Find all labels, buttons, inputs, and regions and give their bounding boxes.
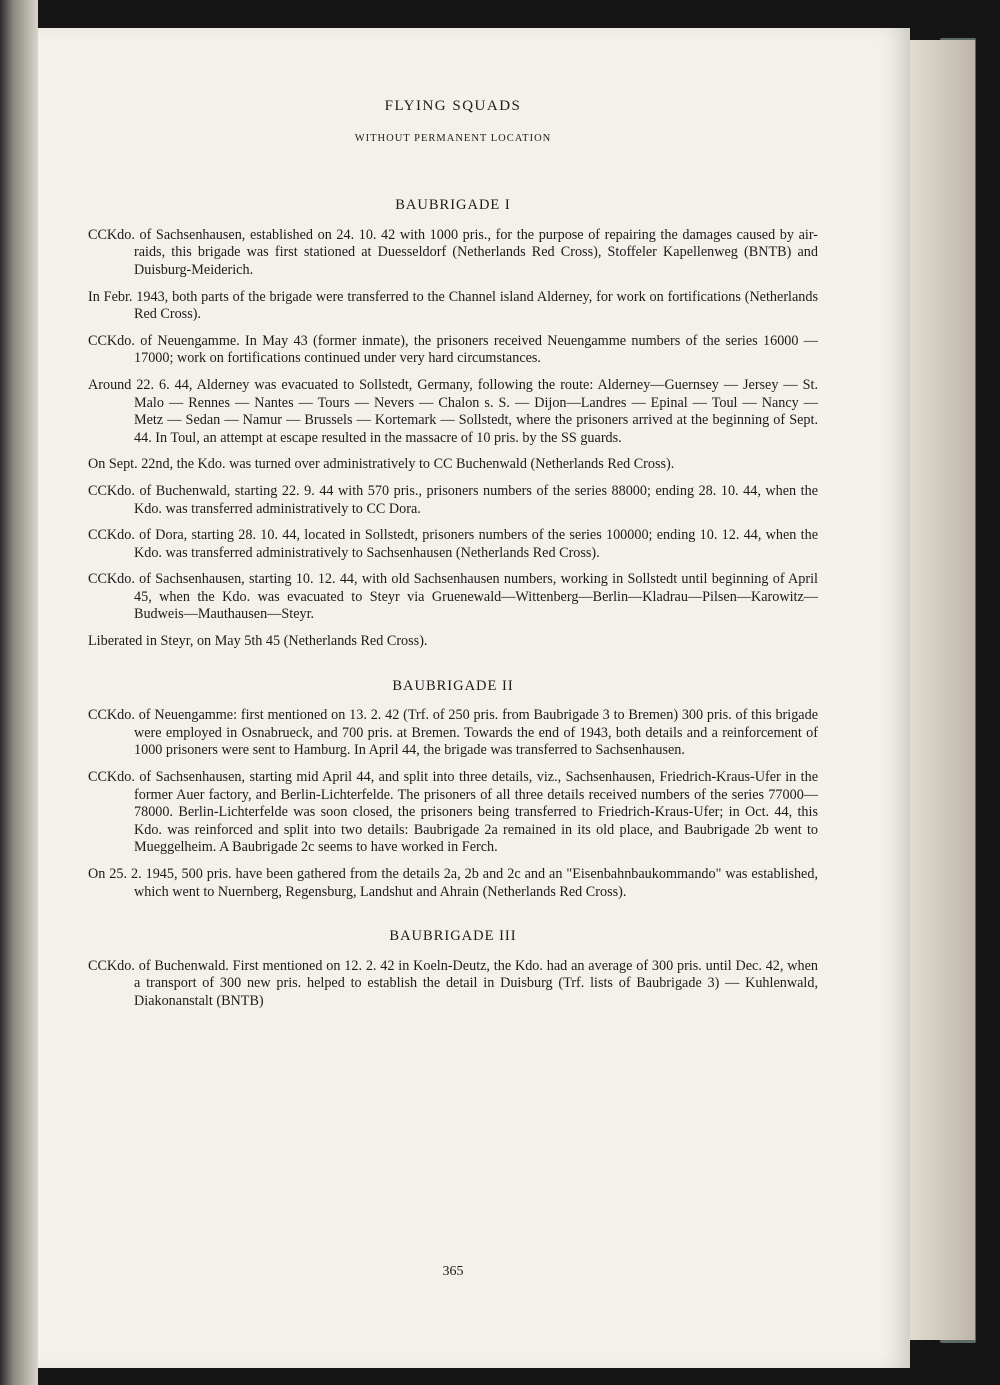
- paragraph: On 25. 2. 1945, 500 pris. have been gathered from the details 2a, 2b and 2c and an "Eisenbahnbaukommando" was established, which went to Nuernberg, Regensburg, Landshut and Ahrain (Netherlands Red Cross).: [88, 866, 818, 900]
- book-spine: [0, 0, 38, 1385]
- paragraph: CCKdo. of Sachsenhausen, established on 24. 10. 42 with 1000 pris., for the purpose of repairing the damages caused by air-raids, this brigade was first stationed at Duesseldorf (Netherlands Red Cross), Stoffeler Kapellenweg (BNTB) and Duisburg-Meiderich.: [88, 226, 818, 278]
- page-number: 365: [442, 1264, 464, 1279]
- page-title: FLYING SQUADS: [384, 98, 522, 114]
- book-page: [38, 28, 910, 1368]
- paragraph: Around 22. 6. 44, Alderney was evacuated to Sollstedt, Germany, following the route: Alderney—Guernsey — Jersey — St. Malo — Rennes — Nantes — Tours — Nevers — Chalon s. S. — Dijon—Landres — Epinal — Toul — Nancy — Metz — Sedan — Namur — Brussels — Kortemark — Sollstedt, where the prisoners arrived at the beginning of Sept. 44. In Toul, an attempt at escape resulted in the massacre of 10 pris. by the SS guards.: [88, 376, 818, 446]
- paragraph: CCKdo. of Dora, starting 28. 10. 44, located in Sollstedt, prisoners numbers of the series 100000; ending 10. 12. 44, when the Kdo. was transferred administratively to Sachsenhausen (Netherlands Red Cross).: [88, 527, 818, 561]
- paragraph: CCKdo. of Neuengamme: first mentioned on 13. 2. 42 (Trf. of 250 pris. from Baubrigade 3 to Bremen) 300 pris. of this brigade were employed in Osnabrueck, and 700 pris. at Bremen. Towards the end of 1943, both details and a reinforcement of 1000 prisoners were sent to Hamburg. In April 44, the brigade was transferred to Sachsenhausen.: [88, 707, 818, 759]
- paragraph: CCKdo. of Neuengamme. In May 43 (former inmate), the prisoners received Neuengamme numbers of the series 16000 — 17000; work on fortifications continued under very hard circumstances.: [88, 332, 818, 367]
- page-subtitle: WITHOUT PERMANENT LOCATION: [354, 132, 552, 144]
- section-heading-baubrigade-3: BAUBRIGADE III: [389, 928, 517, 945]
- page-content: [88, 98, 818, 1279]
- paragraph: Liberated in Steyr, on May 5th 45 (Netherlands Red Cross).: [88, 633, 428, 650]
- paragraph: CCKdo. of Buchenwald, starting 22. 9. 44 with 570 pris., prisoners numbers of the series 88000; ending 28. 10. 44, when the Kdo. was transferred administratively to CC Dora.: [88, 482, 818, 517]
- paragraph: CCKdo. of Sachsenhausen, starting mid April 44, and split into three details, viz., Sachsenhausen, Friedrich-Kraus-Ufer in the former Auer factory, and Berlin-Lichterfelde. The prisoners of all three details received numbers of the series 77000—78000. Berlin-Lichterfelde was soon closed, the prisoners being transferred to Friedrich-Kraus-Ufer; in Oct. 44, this Kdo. was reinforced and split into two details: Baubrigade 2a remained in its old place, and Baubrigade 2b went to Mueggelheim. A Baubrigade 2c seems to have worked in Ferch.: [88, 769, 818, 856]
- section-heading-baubrigade-1: BAUBRIGADE I: [395, 197, 511, 214]
- paragraph: CCKdo. of Sachsenhausen, starting 10. 12. 44, with old Sachsenhausen numbers, working in Sollstedt until beginning of April 45, when the Kdo. was evacuated to Steyr via Gruenewald—Wittenberg—Berlin—Kladrau—Pilsen—Karowitz—Budweis—Mauthausen—Steyr.: [88, 571, 818, 623]
- paragraph: CCKdo. of Buchenwald. First mentioned on 12. 2. 42 in Koeln-Deutz, the Kdo. had an average of 300 pris. until Dec. 42, when a transport of 300 new pris. helped to establish the detail in Duisburg (Trf. lists of Baubrigade 3) — Kuhlenwald, Diakonanstalt (BNTB): [88, 957, 818, 1009]
- paragraph: On Sept. 22nd, the Kdo. was turned over administratively to CC Buchenwald (Netherlands Red Cross).: [88, 456, 675, 473]
- paragraph: In Febr. 1943, both parts of the brigade were transferred to the Channel island Alderney, for work on fortifications (Netherlands Red Cross).: [88, 288, 818, 323]
- section-heading-baubrigade-2: BAUBRIGADE II: [392, 677, 514, 694]
